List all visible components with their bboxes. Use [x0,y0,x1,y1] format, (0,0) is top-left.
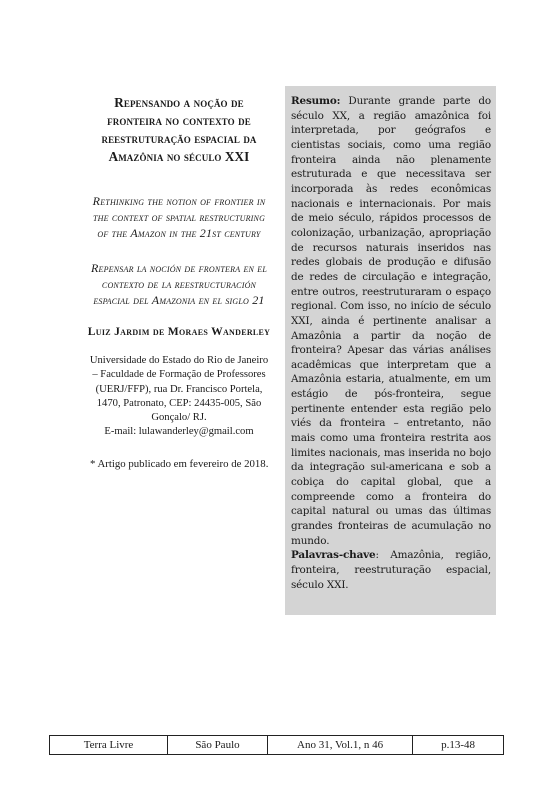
footer-journal: Terra Livre [50,736,168,755]
footer-row [50,736,504,755]
keywords-label: Palavras-chave [291,549,376,562]
title-spanish: Repensar la noción de frontera en el contexto de la reestructuración espacial del Amazonia en el siglo 21 [90,260,268,308]
publication-note: * Artigo publicado em fevereiro de 2018. [90,458,269,471]
abstract-paragraph [291,94,491,548]
footer-pages: p.13-48 [413,736,504,755]
title-portuguese: Repensando a noção de fronteira no contexto de reestruturação espacial da Amazônia no século XXI [101,95,257,164]
author-email: E-mail: lulawanderley@gmail.com [104,426,254,438]
article-header [86,94,272,472]
abstract-body: Durante grande parte do século XX, a região amazônica foi interpretada, por geógrafos e cientistas sociais, como uma região fronteira ainda não plenamente estruturada e que necessitava ser incorporada às redes econômicas nacionais e internacionais. Por mais de meio século, rápidos processos de colonização, urbanização, apropriação de recursos naturais inseridos nas redes globais de produção e difusão de redes de circulação e integração, entre outros, reestruturaram o espaço regional. Com isso, no início de século XXI, ainda é pertinente analisar a Amazônia a partir da noção de fronteira? Apesar das várias análises acadêmicas que interpretam que a Amazônia estaria, atualmente, em um estágio de pós-fronteira, segue pertinente entender esta região pelo viés da fronteira – entretanto, não mais como uma fronteira restrita aos limites nacionais, mas inserida no bojo da integração sul-americana e sob a cobiça do capital global, que a compreende como a fronteira do capital natural ou umas das últimas grandes fronteiras de acumulação no mundo. [291,95,492,547]
footer-issue: Ano 31, Vol.1, n 46 [267,736,412,755]
abstract-box [285,86,496,615]
keywords-body: : Amazônia, região, fronteira, reestruturação espacial, século XXI. [291,549,491,591]
affiliation-address: Universidade do Estado do Rio de Janeiro – Faculdade de Formação de Professores (UERJ/FFP), rua Dr. Francisco Portela, 1470, Patronato, CEP: 24435-005, São Gonçalo/ RJ. [89,355,269,424]
title-english: Rethinking the notion of frontier in the context of spatial restructuring of the Amazon in the 21st century [92,194,266,241]
abstract-label: Resumo: [291,95,341,107]
keywords-paragraph [291,548,491,592]
author-affiliation [86,354,272,439]
author-name: Luiz Jardim de Moraes Wanderley [87,325,271,339]
footer-city: São Paulo [168,736,268,755]
footer-table [49,735,504,755]
